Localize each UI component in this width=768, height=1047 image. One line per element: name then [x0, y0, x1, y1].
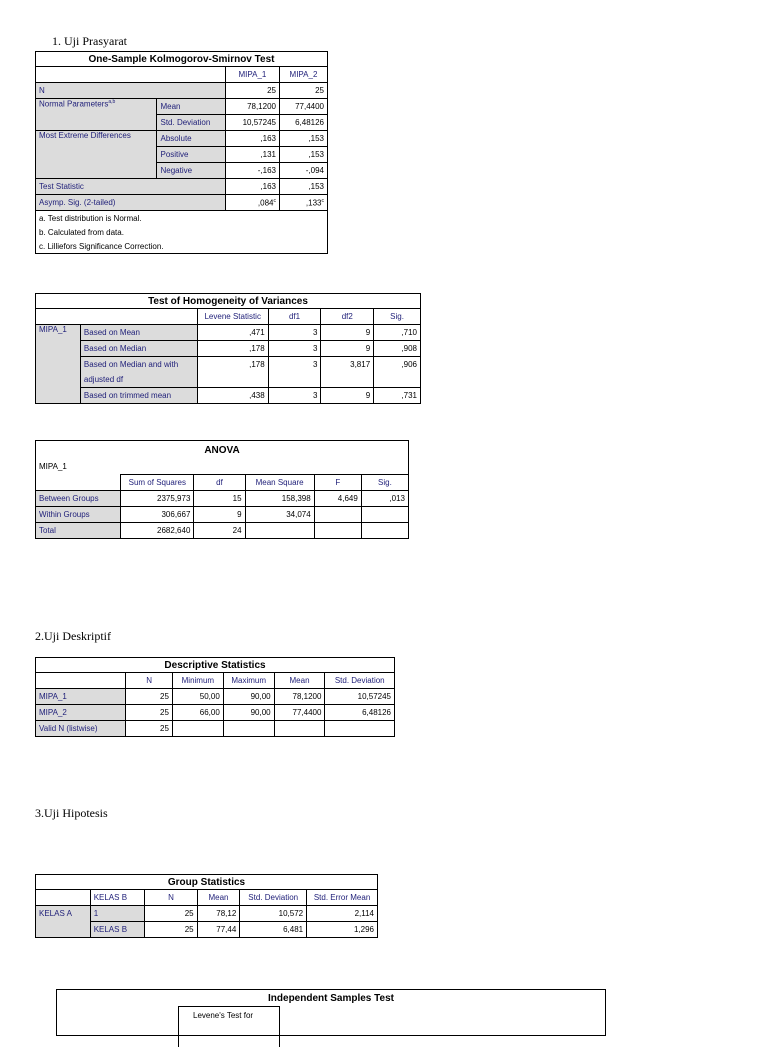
- ks-row-n-label: N: [36, 83, 226, 99]
- ks-abs-1: ,163: [225, 131, 279, 147]
- ks-sub-positive: Positive: [157, 147, 225, 163]
- homog-header-blank: [36, 309, 198, 325]
- ks-row-normal-label: Normal Parameters$^{a,b}$: [36, 99, 157, 131]
- desc-title: Descriptive Statistics: [36, 658, 395, 673]
- ks-mean-1: 78,1200: [225, 99, 279, 115]
- ks-col-mipa2: MIPA_2: [279, 67, 327, 83]
- homog-col-levene: Levene Statistic: [197, 309, 268, 325]
- homog-df1: 3: [268, 341, 321, 357]
- ks-neg-1: -,163: [225, 163, 279, 179]
- desc-header-blank: [36, 673, 126, 689]
- ks-n-1: 25: [225, 83, 279, 99]
- desc-n: 25: [126, 705, 173, 721]
- ks-abs-2: ,153: [279, 131, 327, 147]
- ks-sd-2: 6,48126: [279, 115, 327, 131]
- anova-ss: 306,667: [121, 507, 194, 523]
- anova-row-label: Between Groups: [36, 491, 121, 507]
- homog-df2: 9: [321, 325, 374, 341]
- homog-row-label-cont: adjusted df: [80, 372, 197, 388]
- ks-n-2: 25: [279, 83, 327, 99]
- homog-df1: 3: [268, 357, 321, 373]
- anova-ms: 34,074: [245, 507, 314, 523]
- anova-dv: MIPA_1: [36, 459, 409, 475]
- ks-pos-2: ,153: [279, 147, 327, 163]
- group-col-mean: Mean: [197, 890, 240, 906]
- homog-col-sig: Sig.: [374, 309, 421, 325]
- group-row-label1: KELAS A: [36, 906, 91, 922]
- group-mean: 77,44: [197, 922, 240, 938]
- homog-stat: ,178: [197, 341, 268, 357]
- anova-sig: [361, 507, 408, 523]
- ks-note-a: a. Test distribution is Normal.: [36, 211, 328, 226]
- group-row-label1: [36, 922, 91, 938]
- ks-sig-2: ,133$^c$: [279, 195, 327, 211]
- anova-col-sig: Sig.: [361, 475, 408, 491]
- desc-n: 25: [126, 689, 173, 705]
- anova-title: ANOVA: [36, 441, 409, 460]
- homog-empty: [197, 372, 268, 388]
- homog-row-label: Based on Median and with: [80, 357, 197, 373]
- group-n: 25: [145, 922, 197, 938]
- ks-note-b: b. Calculated from data.: [36, 225, 328, 239]
- descriptive-table: [35, 657, 395, 737]
- desc-mean: 77,4400: [274, 705, 325, 721]
- group-col-n: N: [145, 890, 197, 906]
- homog-stat: ,178: [197, 357, 268, 373]
- anova-ms: 158,398: [245, 491, 314, 507]
- group-col-se: Std. Error Mean: [307, 890, 378, 906]
- anova-df: 9: [194, 507, 245, 523]
- homog-df1: 3: [268, 388, 321, 404]
- ks-sub-negative: Negative: [157, 163, 225, 179]
- anova-header-blank: [36, 475, 121, 491]
- indep-title: Independent Samples Test: [268, 993, 394, 1004]
- desc-n: 25: [126, 721, 173, 737]
- homog-col-df2: df2: [321, 309, 374, 325]
- ks-header-blank: [36, 67, 226, 83]
- ks-mean-2: 77,4400: [279, 99, 327, 115]
- ks-sub-mean: Mean: [157, 99, 225, 115]
- anova-sig: ,013: [361, 491, 408, 507]
- homog-stat: ,471: [197, 325, 268, 341]
- homog-df1: 3: [268, 325, 321, 341]
- anova-f: [314, 523, 361, 539]
- desc-row-label: MIPA_1: [36, 689, 126, 705]
- desc-mean: 78,1200: [274, 689, 325, 705]
- indep-levene-cell: [178, 1006, 280, 1047]
- ks-row-stat-label: Test Statistic: [36, 179, 226, 195]
- group-se: 1,296: [307, 922, 378, 938]
- ks-row-extreme-label: Most Extreme Differences: [36, 131, 157, 179]
- homog-df2: 9: [321, 341, 374, 357]
- group-title: Group Statistics: [36, 875, 378, 890]
- desc-min: 66,00: [172, 705, 223, 721]
- desc-col-min: Minimum: [172, 673, 223, 689]
- homog-row-label: Based on trimmed mean: [80, 388, 197, 404]
- desc-mean: [274, 721, 325, 737]
- anova-col-ms: Mean Square: [245, 475, 314, 491]
- anova-df: 15: [194, 491, 245, 507]
- homog-empty: [321, 372, 374, 388]
- homog-stat: ,438: [197, 388, 268, 404]
- homog-title: Test of Homogeneity of Variances: [36, 294, 421, 309]
- homog-df2: 3,817: [321, 357, 374, 373]
- desc-row-label: Valid N (listwise): [36, 721, 126, 737]
- section-heading-1: 1. Uji Prasyarat: [52, 34, 127, 48]
- homog-df2: 9: [321, 388, 374, 404]
- section-heading-2: 2.Uji Deskriptif: [35, 629, 111, 643]
- ks-row-sig-label: Asymp. Sig. (2-tailed): [36, 195, 226, 211]
- desc-col-mean: Mean: [274, 673, 325, 689]
- homog-sig: ,908: [374, 341, 421, 357]
- group-head-label: KELAS B: [90, 890, 145, 906]
- homog-empty: [268, 372, 321, 388]
- group-n: 25: [145, 906, 197, 922]
- homog-row-label: Based on Median: [80, 341, 197, 357]
- desc-row-label: MIPA_2: [36, 705, 126, 721]
- desc-col-max: Maximum: [223, 673, 274, 689]
- group-se: 2,114: [307, 906, 378, 922]
- ks-stat-2: ,153: [279, 179, 327, 195]
- group-sd: 10,572: [240, 906, 307, 922]
- anova-col-df: df: [194, 475, 245, 491]
- anova-row-label: Total: [36, 523, 121, 539]
- homogeneity-table: [35, 293, 421, 404]
- ks-stat-1: ,163: [225, 179, 279, 195]
- ks-sub-sd: Std. Deviation: [157, 115, 225, 131]
- ks-neg-2: -,094: [279, 163, 327, 179]
- homog-sig: ,710: [374, 325, 421, 341]
- anova-table: [35, 440, 409, 539]
- group-mean: 78,12: [197, 906, 240, 922]
- anova-row-label: Within Groups: [36, 507, 121, 523]
- desc-col-sd: Std. Deviation: [325, 673, 395, 689]
- desc-max: [223, 721, 274, 737]
- ks-note-c: c. Lilliefors Significance Correction.: [36, 239, 328, 254]
- homog-sig: ,906: [374, 357, 421, 373]
- ks-sd-1: 10,57245: [225, 115, 279, 131]
- group-row-label2: KELAS B: [90, 922, 145, 938]
- anova-ss: 2682,640: [121, 523, 194, 539]
- anova-col-f: F: [314, 475, 361, 491]
- independent-samples-table: [56, 989, 606, 1036]
- group-header-blank: [36, 890, 91, 906]
- anova-df: 24: [194, 523, 245, 539]
- group-col-sd: Std. Deviation: [240, 890, 307, 906]
- homog-group-label: MIPA_1: [36, 325, 81, 404]
- group-statistics-table: [35, 874, 378, 938]
- desc-max: 90,00: [223, 705, 274, 721]
- anova-f: [314, 507, 361, 523]
- anova-f: 4,649: [314, 491, 361, 507]
- indep-levene-label: Levene's Test for: [193, 1011, 254, 1020]
- ks-title: One-Sample Kolmogorov-Smirnov Test: [36, 52, 328, 67]
- ks-test-table: [35, 51, 328, 254]
- section-heading-3: 3.Uji Hipotesis: [35, 806, 108, 820]
- group-sd: 6,481: [240, 922, 307, 938]
- group-row-label2: 1: [90, 906, 145, 922]
- ks-sig-1: ,084$^c$: [225, 195, 279, 211]
- desc-sd: 10,57245: [325, 689, 395, 705]
- desc-min: 50,00: [172, 689, 223, 705]
- desc-col-n: N: [126, 673, 173, 689]
- anova-sig: [361, 523, 408, 539]
- desc-sd: [325, 721, 395, 737]
- anova-col-ss: Sum of Squares: [121, 475, 194, 491]
- ks-sub-absolute: Absolute: [157, 131, 225, 147]
- homog-sig: ,731: [374, 388, 421, 404]
- desc-min: [172, 721, 223, 737]
- desc-max: 90,00: [223, 689, 274, 705]
- anova-ss: 2375,973: [121, 491, 194, 507]
- ks-pos-1: ,131: [225, 147, 279, 163]
- homog-row-label: Based on Mean: [80, 325, 197, 341]
- desc-sd: 6,48126: [325, 705, 395, 721]
- homog-empty: [374, 372, 421, 388]
- homog-col-df1: df1: [268, 309, 321, 325]
- anova-ms: [245, 523, 314, 539]
- ks-col-mipa1: MIPA_1: [225, 67, 279, 83]
